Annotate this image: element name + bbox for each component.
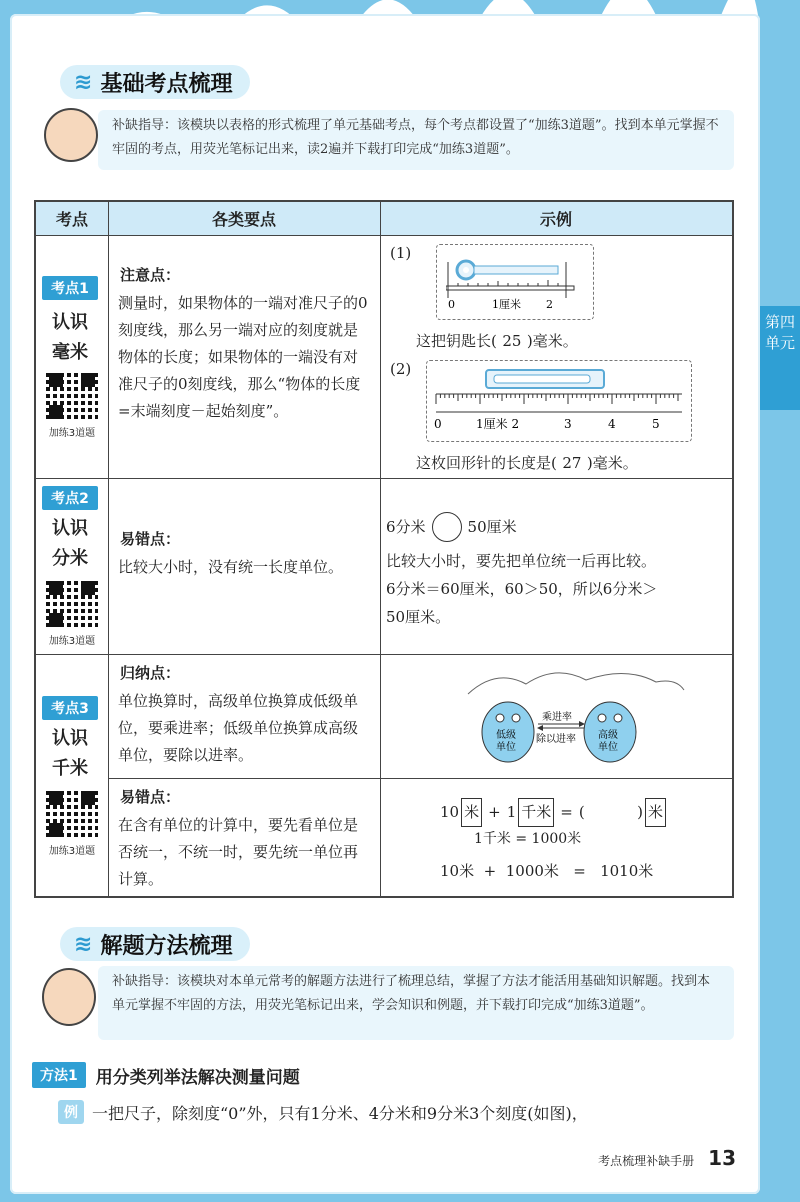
section-title-basics [60,64,250,100]
guide-text-1: 补缺指导：该模块以表格的形式梳理了单元基础考点，每个考点都设置了“加练3道题”。找到本单元掌握不牢固的考点，用荧光笔标记出来，读2遍并下载打印完成“加练3道题”。 [98,110,734,170]
ruler-tick-3: 3 [564,417,572,431]
example-text-2b: 比较大小时，要先把单位统一后再比较。 [386,552,657,570]
point-text-1: 测量时，如果物体的一端对准尺子的0刻度线，那么另一端对应的刻度就是物体的长度；如果物体的一端没有对准尺子的0刻度线，那么“物体的长度=末端刻度－起始刻度”。 [118,294,368,420]
kind-label: 注意点： [120,266,181,284]
qr-code-icon[interactable] [46,578,98,630]
qr-label: 加练3道题 [48,428,96,439]
ruler-tick-1: 1厘米 2 [476,417,520,431]
compare-circle [432,512,462,542]
kaodian-name-1b: 毫米 [52,342,88,363]
kaodian-name-2a: 认识 [52,518,88,539]
qr-code-icon[interactable] [46,788,98,840]
girl-avatar-icon [42,968,96,1026]
conversion-note: 1千米 = 1000米 [474,831,582,847]
compare-line: 6分米 50厘米 [386,512,517,542]
wave-icon: ≋ [74,69,93,95]
method-title: 用分类列举法解决测量问题 [95,1067,300,1088]
header-example: 示例 [380,202,732,236]
point-text-2: 比较大小时，没有统一长度单位。 [118,558,344,576]
example-badge: 例 [58,1100,84,1124]
header-points: 各类要点 [108,202,380,236]
multiply-label: 乘进率 [542,712,572,723]
qr-label: 加练3道题 [48,636,96,647]
section-title-methods [60,926,250,962]
answer-25: 25 [502,332,522,350]
kaodian-badge-1: 考点1 [42,276,98,300]
kaodian-name-2b: 分米 [52,548,88,569]
section-title-text: 解题方法梳理 [100,933,233,959]
point-text-3a: 单位换算时，高级单位换算成低级单位，要乘进率；低级单位换算成高级单位，要除以进率。 [118,692,359,764]
unit-conversion-illustration [466,664,686,768]
section-title-text: 基础考点梳理 [100,71,233,97]
ruler-tick-1: 1厘米 [492,298,521,311]
divider [380,202,381,896]
kaodian-name-3b: 千米 [52,758,88,779]
svg-text:单位: 单位 [598,742,618,753]
unit-side-tab: 第四单元 [760,306,800,410]
example-label-2: (2) [390,360,412,378]
ruler-tick-5: 5 [652,417,660,431]
guide-text-2: 补缺指导：该模块对本单元常考的解题方法进行了梳理总结，掌握了方法才能活用基础知识解题。找到本单元掌握不牢固的方法，用荧光笔标记出来，学会知识和例题，并下载打印完成“加练3道题”。 [98,966,734,1040]
high-unit-label: 高级 [598,730,618,741]
divider [36,654,732,655]
method-badge: 方法1 [32,1062,86,1088]
wave-icon: ≋ [74,931,93,957]
clip-ruler-figure [432,366,684,436]
ruler-tick-4: 4 [608,417,616,431]
example-caption-2: 这枚回形针的长度是( 27 )毫米。 [416,450,638,477]
header-kaodian: 考点 [36,202,108,236]
qr-code-icon[interactable] [46,370,98,422]
example-text-2d: 50厘米。 [386,608,451,626]
page-number: 13 [708,1146,736,1170]
kaodian-badge-2: 考点2 [42,486,98,510]
kaodian-name-1a: 认识 [52,312,88,333]
kaodian-name-3a: 认识 [52,728,88,749]
example-text: 一把尺子，除刻度“0”外，只有1分米、4分米和9分米3个刻度(如图)， [92,1103,588,1123]
example-caption-1: 这把钥匙长( 25 )毫米。 [416,328,578,355]
divider [108,778,732,779]
page-footer [598,1146,736,1170]
divider [108,202,109,896]
key-ruler-figure [446,252,576,314]
svg-text:单位: 单位 [496,742,516,753]
ruler-tick-2: 2 [546,298,553,311]
ruler-tick-0: 0 [448,298,455,311]
kind-label: 易错点： [120,530,181,548]
kind-label: 易错点： [120,788,181,806]
divide-label: 除以进率 [536,734,576,745]
answer-27: 27 [562,454,582,472]
boy-avatar-icon [44,108,98,162]
equation-line: 10 米 + 1 千米 = ( ) 米 [440,798,666,827]
divider [36,478,732,479]
footer-text: 考点梳理补缺手册 [598,1154,695,1168]
kaodian-badge-3: 考点3 [42,696,98,720]
ruler-tick-0: 0 [434,417,442,431]
example-text-2c: 6分米＝60厘米，60＞50，所以6分米＞ [386,580,658,598]
example-row [58,1100,588,1124]
kind-label: 归纳点： [120,664,181,682]
qr-label: 加练3道题 [48,846,96,857]
point-text-3b: 在含有单位的计算中，要先看单位是否统一，不统一时，要先统一单位再计算。 [118,816,359,888]
low-unit-label: 低级 [496,730,516,741]
equation-result: 10米 + 1000米 = 1010米 [440,862,654,880]
method-heading [32,1062,300,1088]
example-label-1: (1) [390,244,412,262]
